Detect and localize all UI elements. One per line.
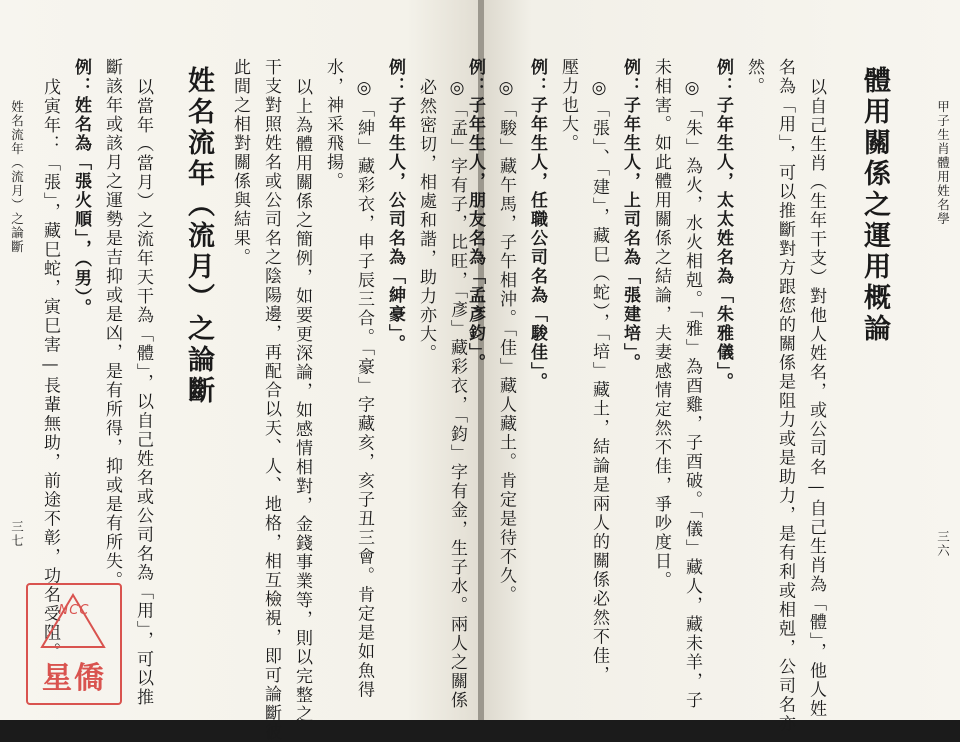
page-number: 三六 <box>935 530 951 558</box>
body-line: 未相害。如此體用關係之結論，夫妻感情定然不佳，爭吵度日。 <box>651 58 671 590</box>
section-title: 姓名流年（流月）之論斷 <box>183 66 214 407</box>
body-line: ◎「張」、「建」，藏巳（蛇），「培」藏土，結論是兩人的關係必然不佳， <box>589 78 609 685</box>
body-line: 戊寅年：「張」，藏巳蛇，寅巳害—長輩無助，前途不彰，功名受阻。 <box>40 78 60 662</box>
page-number: 三七 <box>9 520 25 548</box>
body-line: ◎「駿」藏午馬，子午相沖。「佳」藏人藏土。肯定是待不久。 <box>496 78 516 605</box>
right-page <box>465 0 960 734</box>
example-line: 例：子年生人，朋友名為「孟彥鈞」。 <box>465 58 485 373</box>
running-header: 甲子生肖體用姓名學 <box>935 100 951 226</box>
watermark-text: 星僑 <box>42 661 106 696</box>
body-line: 此間之相對關係與結果。 <box>230 58 250 267</box>
example-line: 例：子年生人，公司名為「紳豪」。 <box>385 58 405 354</box>
body-line: 以當年（當月）之流年天干為「體」，以自己姓名或公司名為「用」，可以推 <box>133 78 153 707</box>
body-line: ◎「孟」字有子，比旺，「彥」藏彩衣，「鈞」字有金，生子水。兩人之關係 <box>447 78 467 710</box>
body-line: 壓力也大。 <box>558 58 578 153</box>
watermark-latin: NCC <box>58 603 90 618</box>
example-line: 例：子年生人，任職公司名為「駿佳」。 <box>527 58 547 392</box>
body-line: 以上為體用關係之簡例，如要更深論，如感情相對，金錢事業等，則以完整之 <box>292 78 312 724</box>
body-line: 名為「用」，可以推斷對方跟您的關係是阻力或是助力，是有利或相剋，公司名亦 <box>775 58 795 734</box>
body-line: 斷該年或該月之運勢是吉抑或是凶，是有所得，抑或是有所失。 <box>102 58 122 590</box>
body-line: ◎「紳」藏彩衣，申子辰三合。「豪」字藏亥，亥子丑三會。肯定是如魚得 <box>354 78 374 700</box>
body-line: 必然密切，相處和諧，助力亦大。 <box>416 78 436 363</box>
left-page <box>0 0 478 742</box>
ncc-watermark-logo <box>26 583 122 705</box>
triangle-logo-icon <box>38 591 108 651</box>
body-line: 干支對照姓名或公司名之陰陽邊，再配合以天、人、地格，相互檢視，即可論斷彼 <box>261 58 281 742</box>
body-line: 然。 <box>744 58 764 96</box>
section-title: 體用關係之運用概論 <box>859 66 890 345</box>
running-header: 姓名流年（流月）之論斷 <box>9 100 25 254</box>
body-line: 水，神采飛揚。 <box>323 58 343 191</box>
example-line: 例：子年生人，上司名為「張建培」。 <box>620 58 640 373</box>
example-line: 例：子年生人，太太姓名為「朱雅儀」。 <box>713 58 733 392</box>
body-line: ◎「朱」為火，水火相剋。「雅」為酉雞，子酉破。「儀」藏人，藏未羊，子 <box>682 78 702 710</box>
body-line: 以自己生肖（生年干支）對他人姓名，或公司名—自己生肖為「體」，他人姓 <box>806 78 826 719</box>
example-line: 例：姓名為「張火順」，（男）。 <box>71 58 91 318</box>
